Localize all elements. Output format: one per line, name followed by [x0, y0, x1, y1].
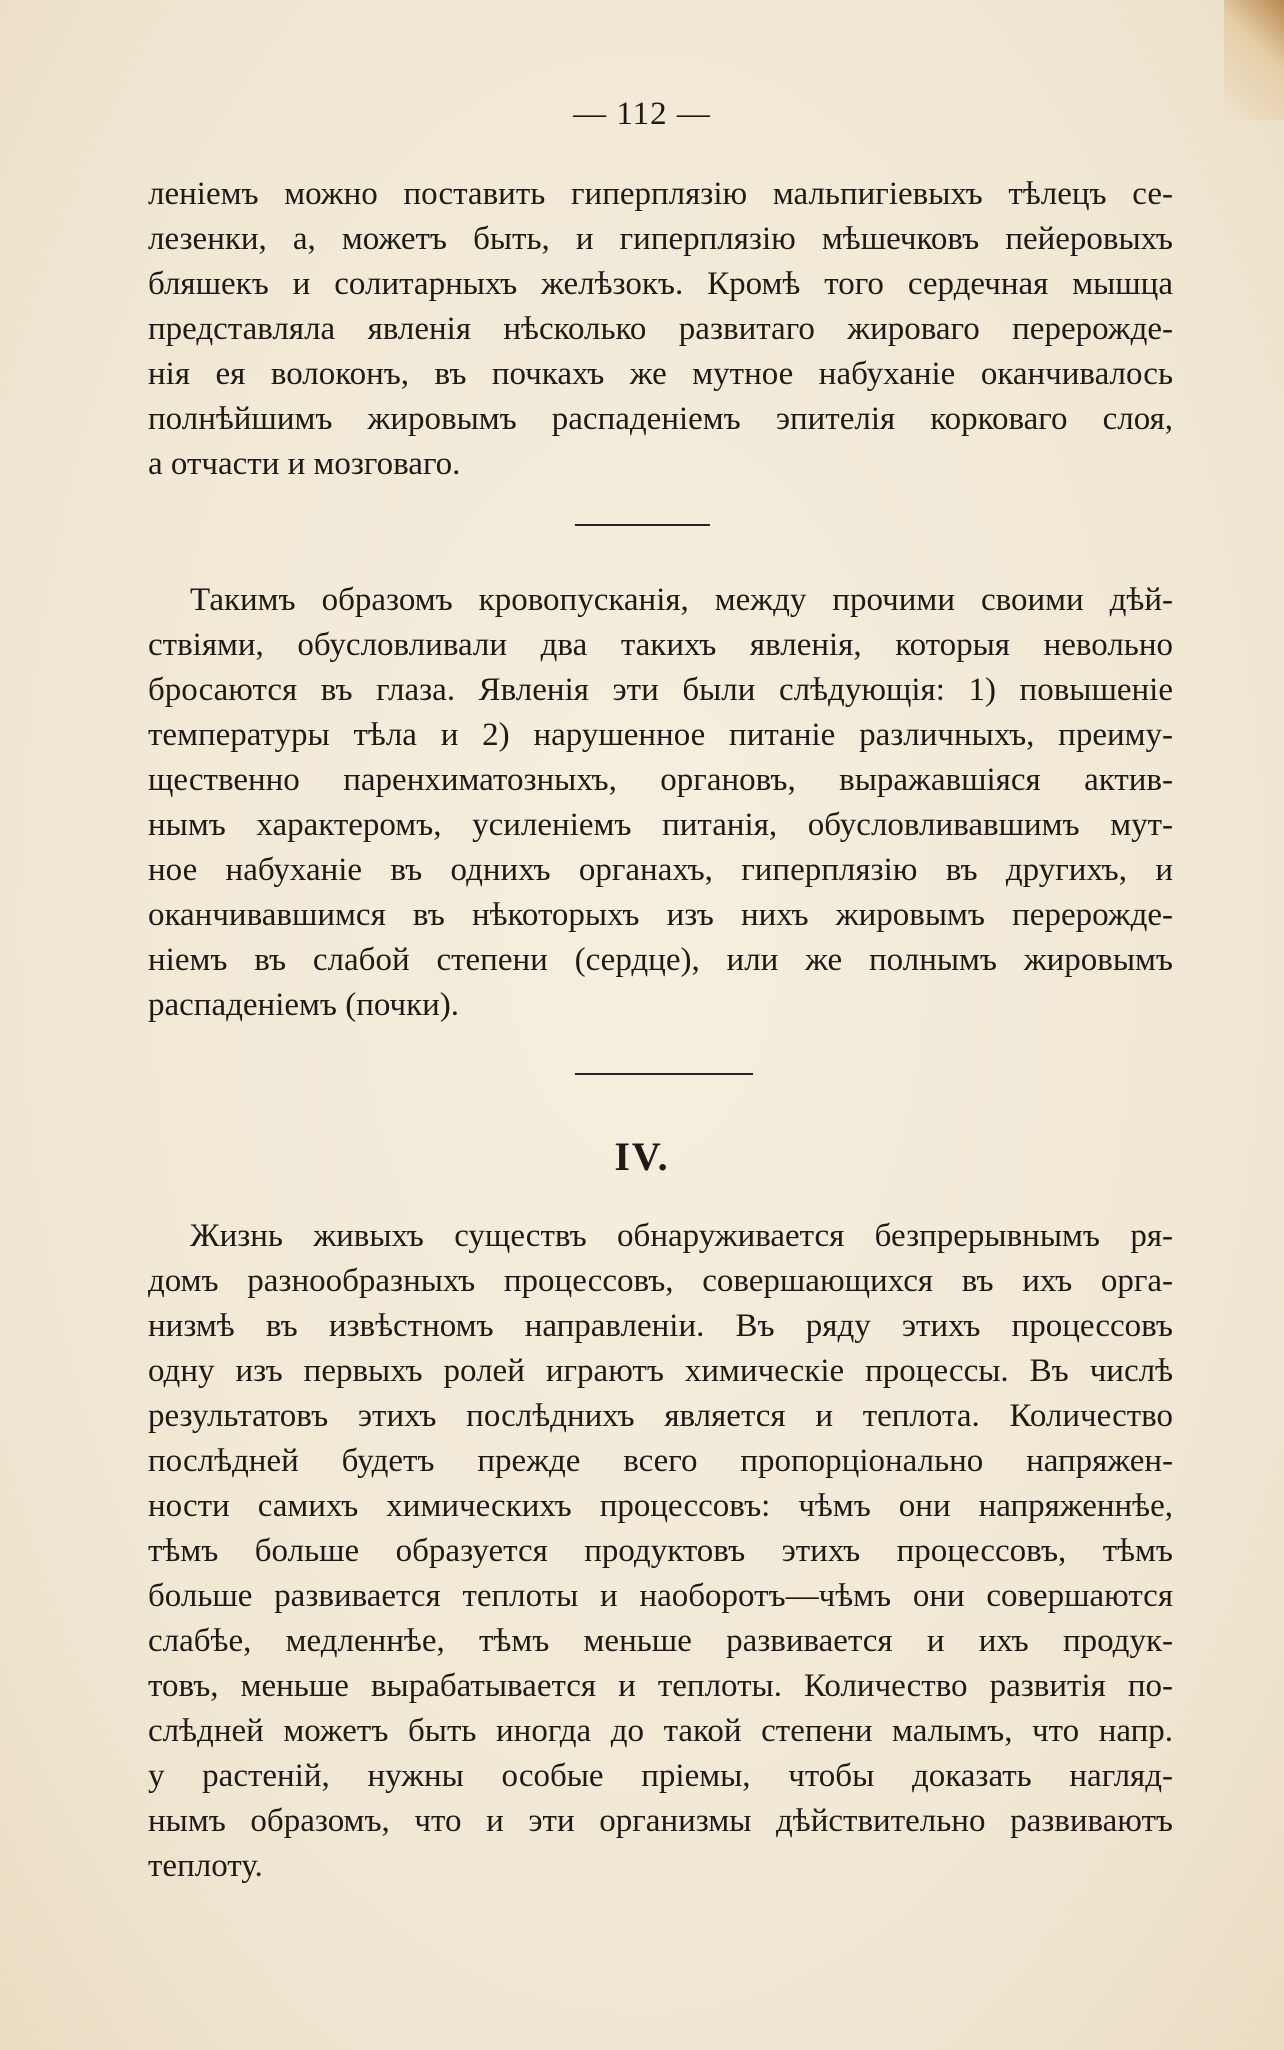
text-line: леніемъ можно поставить гиперплязію мальпигіевыхъ тѣлецъ се-	[148, 176, 1173, 212]
text-line: бляшекъ и солитарныхъ желѣзокъ. Кромѣ того сердечная мышца	[148, 266, 1173, 302]
text-line: теплоту.	[148, 1848, 263, 1884]
text-line: ное набуханіе въ однихъ органахъ, гиперплязію въ другихъ, и	[148, 852, 1173, 888]
text-line: оканчивавшимся въ нѣкоторыхъ изъ нихъ жировымъ перерожде-	[148, 897, 1173, 933]
separator-rule	[575, 524, 710, 526]
text-line: домъ разнообразныхъ процессовъ, совершающихся въ ихъ орга-	[148, 1263, 1173, 1299]
text-line: тѣмъ больше образуется продуктовъ этихъ процессовъ, тѣмъ	[148, 1533, 1173, 1569]
text-line: температуры тѣла и 2) нарушенное питаніе различныхъ, преиму-	[148, 717, 1173, 753]
paragraph-section-iv	[148, 1214, 1173, 1889]
text-line: ніемъ въ слабой степени (сердце), или же полнымъ жировымъ	[148, 942, 1173, 978]
text-line: низмѣ въ извѣстномъ направленіи. Въ ряду этихъ процессовъ	[148, 1308, 1173, 1344]
text-line: нія ея волоконъ, въ почкахъ же мутное набуханіе оканчивалось	[148, 356, 1173, 392]
text-line: нымъ характеромъ, усиленіемъ питанія, обусловливавшимъ мут-	[148, 807, 1173, 843]
text-line: а отчасти и мозговаго.	[148, 446, 461, 482]
section-heading: IV.	[614, 1134, 670, 1179]
separator-rule	[575, 1073, 753, 1075]
text-line: результатовъ этихъ послѣднихъ является и теплота. Количество	[148, 1398, 1173, 1434]
text-line: Жизнь живыхъ существъ обнаруживается безпрерывнымъ ря-	[190, 1218, 1173, 1254]
text-line: полнѣйшимъ жировымъ распаденіемъ эпителія корковаго слоя,	[148, 401, 1173, 437]
text-line: больше развивается теплоты и наоборотъ—чѣмъ они совершаются	[148, 1578, 1173, 1614]
text-line: нымъ образомъ, что и эти организмы дѣйствительно развиваютъ	[148, 1803, 1173, 1839]
text-line: товъ, меньше вырабатывается и теплоты. Количество развитія по-	[148, 1668, 1173, 1704]
page-number: — 112 —	[573, 96, 711, 132]
text-line: лезенки, а, можетъ быть, и гиперплязію мѣшечковъ пейеровыхъ	[148, 221, 1173, 257]
text-line: послѣдней будетъ прежде всего пропорціонально напряжен-	[148, 1443, 1173, 1479]
paragraph-summary	[148, 578, 1173, 1028]
text-line: слѣдней можетъ быть иногда до такой степени малымъ, что напр.	[148, 1713, 1173, 1749]
paragraph-continued	[148, 172, 1173, 487]
text-line: ности самихъ химическихъ процессовъ: чѣмъ они напряженнѣе,	[148, 1488, 1173, 1524]
text-line: щественно паренхиматозныхъ, органовъ, выражавшіяся актив-	[148, 762, 1173, 798]
text-line: слабѣе, медленнѣе, тѣмъ меньше развивается и ихъ продук-	[148, 1623, 1173, 1659]
text-line: ствіями, обусловливали два такихъ явленія, которыя невольно	[148, 627, 1173, 663]
text-line: распаденіемъ (почки).	[148, 987, 460, 1023]
text-line: Такимъ образомъ кровопусканія, между прочими своими дѣй-	[190, 582, 1173, 618]
text-line: одну изъ первыхъ ролей играютъ химическіе процессы. Въ числѣ	[148, 1353, 1173, 1389]
text-line: у растеній, нужны особые пріемы, чтобы доказать нагляд-	[148, 1758, 1173, 1794]
text-line: бросаются въ глаза. Явленія эти были слѣдующія: 1) повышеніе	[148, 672, 1173, 708]
text-line: представляла явленія нѣсколько развитаго жироваго перерожде-	[148, 311, 1173, 347]
